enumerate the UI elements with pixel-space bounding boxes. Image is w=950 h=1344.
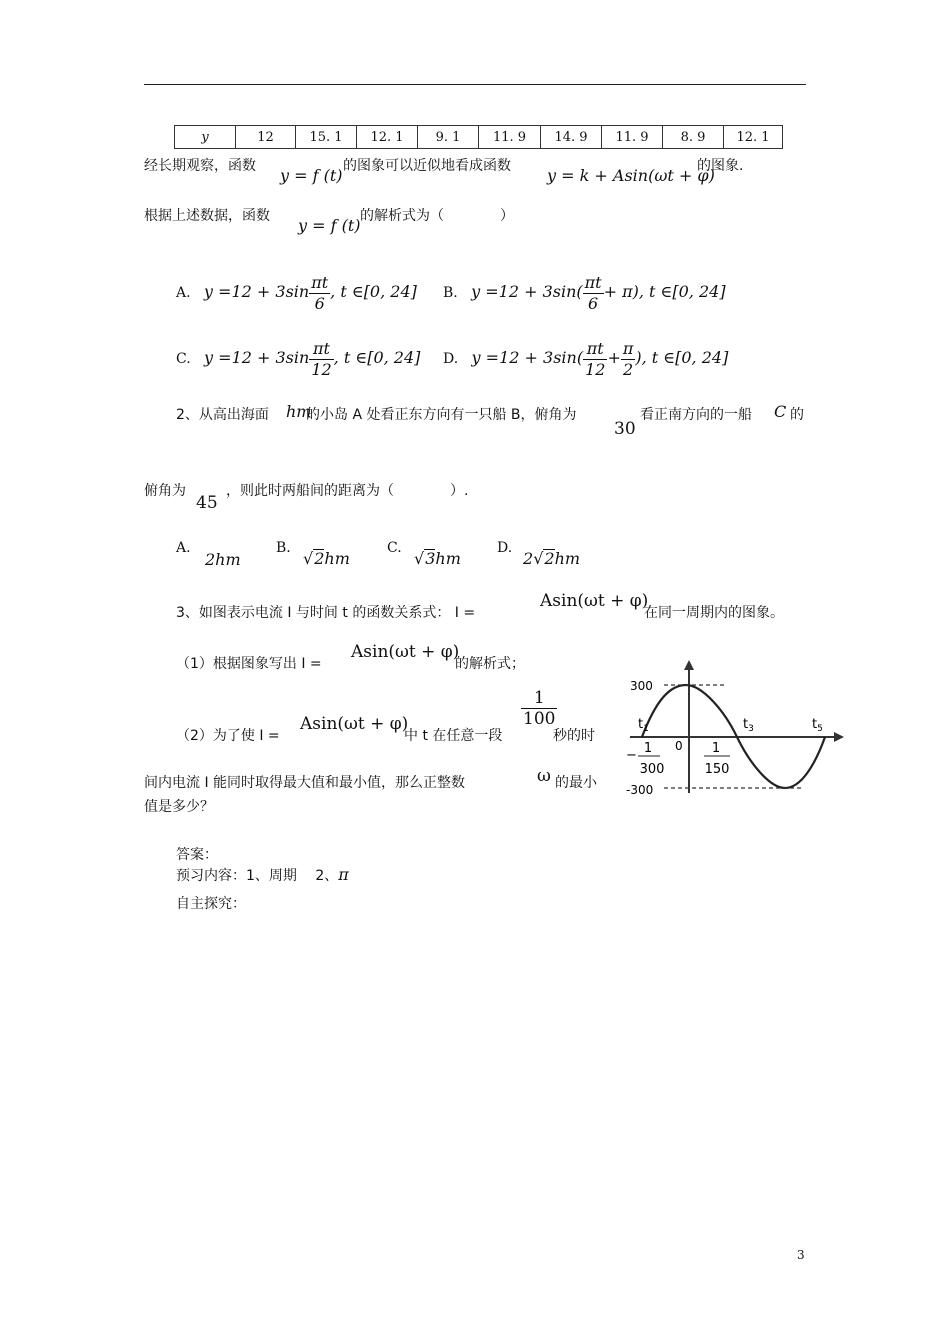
intro-text-2: 的图象可以近似地看成函数 (343, 158, 511, 174)
unit: hm (435, 549, 461, 568)
t3-label: $t_3$ (743, 717, 754, 734)
q1-text-2: 的解析式为（ ） (360, 208, 514, 224)
numerator: π (622, 338, 634, 358)
table-cell: 8. 9 (663, 126, 724, 149)
table-cell: 11. 9 (602, 126, 663, 149)
option-expr-tail: , t ∈[0, 24] (330, 282, 417, 301)
denominator: 6 (588, 293, 599, 313)
q1-math-1: y = f (t) (298, 216, 361, 235)
fraction (309, 273, 330, 314)
q1-option-d (443, 333, 728, 384)
denominator: 100 (523, 709, 556, 729)
q2-text-5: 俯角为 (144, 483, 186, 499)
page-number: 3 (797, 1248, 805, 1262)
option-expr-mid: + (607, 348, 621, 367)
q3-omega: ω (537, 766, 551, 786)
q2-angle-30: 30 (614, 419, 636, 439)
q3-part1-expr: Asin(ωt + φ) (351, 642, 460, 662)
fraction (583, 339, 607, 380)
numerator: 1 (521, 688, 557, 709)
fraction-1-150-numerator: 1 (711, 741, 721, 756)
q1-option-a (176, 267, 417, 318)
numerator: πt (309, 339, 333, 360)
option-label: A. (176, 285, 191, 301)
option-label: C. (176, 351, 191, 367)
option-expr: y =12 + 3sin( (471, 348, 584, 367)
y-max-label: 300 (630, 679, 653, 693)
option-expr-tail: + π), t ∈[0, 24] (603, 282, 726, 301)
q3-part2-text-1: （2）为了使 I = (176, 728, 280, 744)
option-label: D. (443, 351, 459, 367)
q2-option-d-label: D. (497, 540, 513, 556)
table-cell: 11. 9 (479, 126, 541, 149)
q2-option-a-value: 2hm (205, 550, 241, 569)
option-expr-tail: ), t ∈[0, 24] (635, 348, 729, 367)
table-cell: 9. 1 (418, 126, 479, 149)
option-expr: y =12 + 3sin (204, 348, 310, 367)
table-cell: 12. 1 (724, 126, 783, 149)
y-min-label: -300 (626, 783, 654, 797)
numerator: πt (584, 272, 602, 292)
table-cell: 12. 1 (357, 126, 418, 149)
q2-text-1: 2、从高出海面 (176, 407, 269, 423)
intro-text-3: 的图象. (697, 158, 744, 174)
q1-text-1: 根据上述数据，函数 (144, 208, 270, 224)
intro-math-1: y = f (t) (280, 166, 343, 185)
q3-part2-text-4: 间内电流 I 能同时取得最大值和最小值，那么正整数 (144, 775, 466, 791)
q3-part2-expr: Asin(ωt + φ) (300, 714, 409, 734)
q3-part1-text-1: （1）根据图象写出 I = (176, 656, 322, 672)
q3-expr: Asin(ωt + φ) (540, 591, 649, 611)
q2-hm: hm (286, 402, 312, 421)
table-row (175, 126, 783, 149)
origin-label: 0 (675, 739, 683, 753)
q2-option-d-value: 2√2hm (523, 549, 581, 568)
q3-part2-fraction (521, 688, 557, 729)
q1-option-b (443, 267, 726, 318)
q2-text-2: 的小岛 A 处看正东方向有一只船 B，俯角为 (306, 407, 577, 423)
numerator: πt (311, 272, 329, 292)
fraction-1-150-denominator: 150 (704, 762, 730, 777)
radicand: 2 (544, 549, 555, 568)
q2-option-c-value: √3hm (414, 549, 461, 568)
answer-line-1: 预习内容：1、周期 2、π (176, 865, 349, 884)
answer-line-2: 自主探究： (176, 896, 246, 912)
q2-text-3: 看正南方向的一船 (640, 407, 752, 423)
t5-label: $t_5$ (812, 717, 823, 734)
unit: hm (554, 549, 581, 568)
answer-title: 答案： (176, 847, 218, 863)
radicand: 3 (425, 549, 436, 568)
option-expr: y =12 + 3sin( (471, 282, 583, 301)
negative-sign: − (626, 748, 637, 763)
fraction (583, 273, 604, 314)
header-rule (144, 84, 806, 85)
q3-part2-text-6: 值是多少？ (144, 799, 214, 815)
intro-math-2: y = k + Asin(ωt + φ) (547, 166, 715, 185)
q3-text-2: 在同一周期内的图象。 (644, 605, 784, 621)
q2-c: C (774, 402, 787, 421)
option-expr-tail: , t ∈[0, 24] (333, 348, 421, 367)
current-sine-graph (620, 655, 850, 800)
q3-part2-text-5: 的最小 (555, 775, 597, 791)
table-cell: 12 (236, 126, 296, 149)
q3-text-1: 3、如图表示电流 I 与时间 t 的函数关系式： I = (176, 605, 476, 621)
q1-option-c (176, 333, 420, 384)
radicand: 2 (314, 549, 325, 568)
q2-angle-45: 45 (196, 493, 218, 513)
q2-option-b-label: B. (276, 540, 291, 556)
q3-part1-text-2: 的解析式； (455, 656, 525, 672)
denominator: 12 (585, 359, 606, 379)
option-expr: y =12 + 3sin (203, 282, 310, 301)
table-cell: 15. 1 (296, 126, 357, 149)
denominator: 6 (314, 293, 325, 313)
table-cell: 14. 9 (541, 126, 602, 149)
q2-text-6: ，则此时两船间的距离为（ ）. (226, 483, 469, 499)
option-label: B. (443, 285, 458, 301)
intro-text-1: 经长期观察，函数 (144, 158, 256, 174)
fraction (621, 339, 636, 380)
q3-part2-text-3: 秒的时 (553, 728, 595, 744)
fraction-1-300-denominator: 300 (639, 762, 665, 777)
q2-text-4: 的 (790, 407, 804, 423)
numerator: πt (583, 339, 607, 360)
unit: hm (324, 549, 350, 568)
fraction-1-300-numerator: 1 (643, 741, 653, 756)
q3-part2-text-2: 中 t 在任意一段 (404, 728, 503, 744)
pi-symbol: π (338, 865, 349, 884)
t-axis-arrow-icon (834, 732, 844, 742)
q2-option-a-label: A. (176, 540, 191, 556)
q2-option-b-value: √2hm (303, 549, 350, 568)
t1-label: $t_1$ (638, 717, 649, 734)
i-axis-arrow-icon (684, 660, 694, 670)
table-cell: y (175, 126, 236, 149)
denominator: 2 (623, 359, 634, 379)
q2-option-c-label: C. (387, 540, 402, 556)
fraction (309, 339, 333, 380)
data-table (174, 125, 783, 149)
coefficient: 2 (523, 549, 534, 568)
denominator: 12 (311, 359, 332, 379)
